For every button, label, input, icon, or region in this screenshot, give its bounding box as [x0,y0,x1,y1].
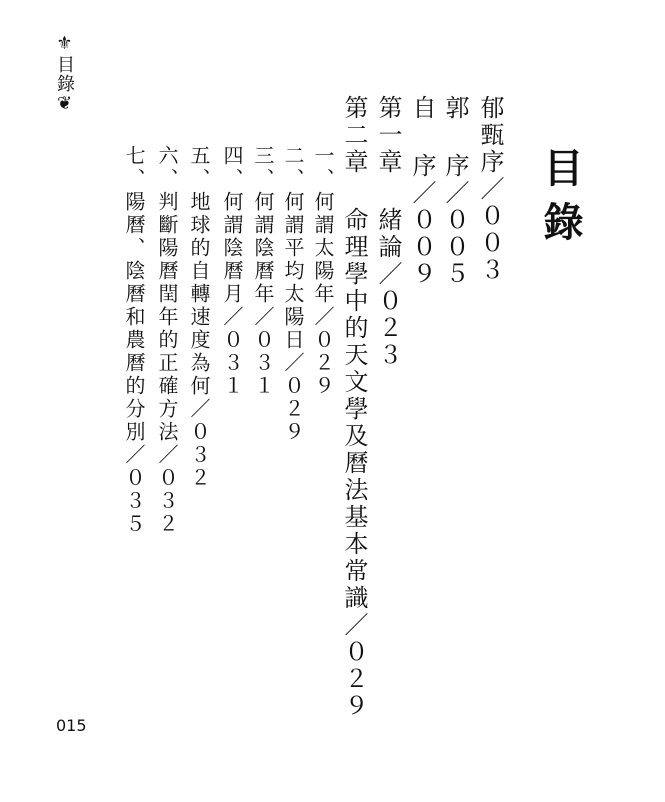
toc-subentry-4: 四、何謂陰曆月／０３１ [220,145,244,398]
toc-subentry-5: 五、地球的自轉速度為何／０３２ [187,145,211,490]
toc-entry-preface-yu: 郁甄序／００３ [476,95,504,284]
toc-entry-author-preface: 自 序／００９ [408,95,436,288]
running-head-text: 目錄 [54,55,75,93]
toc-subentry-1: 一、何謂太陽年／０２９ [311,145,335,398]
toc-subentry-6: 六、判斷陽曆閏年的正確方法／０３２ [155,145,179,536]
toc-entry-chapter-1: 第一章 緒論／０２３ [374,95,402,369]
toc-subentry-2: 二、何謂平均太陽日／０２９ [281,145,305,444]
toc-entry-preface-guo: 郭 序／００５ [441,95,469,288]
margin-running-head [55,33,73,115]
fleur-ornament-icon: ⚜ [54,33,75,55]
page-title: 目錄 [537,147,584,255]
floral-ornament-icon: ❦ [54,93,75,115]
toc-subentry-7: 七、陽曆、陰曆和農曆的分別／０３５ [122,145,146,536]
page-number: 015 [56,716,87,735]
toc-subentry-3: 三、何謂陰曆年／０３１ [251,145,275,398]
toc-entry-chapter-2: 第二章 命理學中的天文學及曆法基本常識／０２９ [340,95,368,720]
